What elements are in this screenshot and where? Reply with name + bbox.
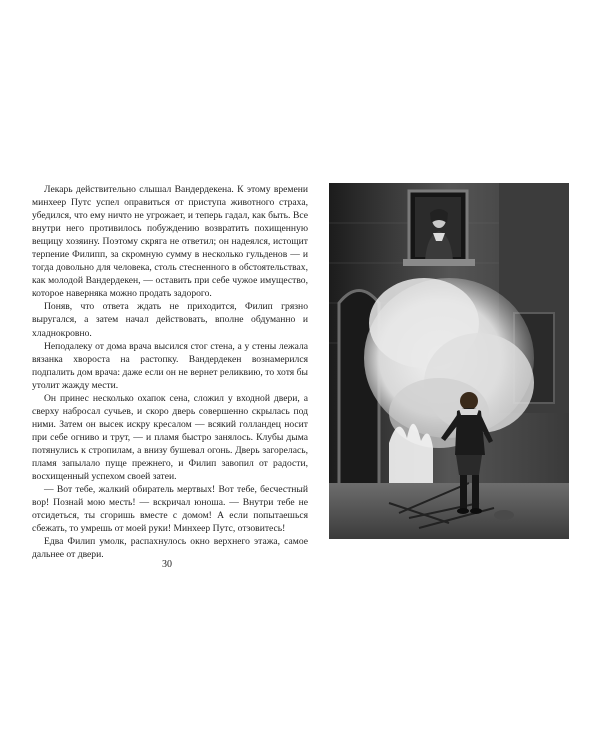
paragraph: Неподалеку от дома врача высился стог стена, а у стены лежала вязанка хвороста на растопку. Вандердекен вознамерился подпалить дом врача: даже если он не вернет реликвию, то хотя бы утолит жажду мести. [32, 340, 308, 391]
paragraph: — Вот тебе, жалкий обиратель мертвых! Вот тебе, бесчестный вор! Познай мою месть! — вскричал юноша. — Внутри тебе не отсидеться, ты сгоришь вместе с домом! А если попытаешься сбежать, то умрешь от моей руки! Минхеер Путс, отзовитесь! [32, 484, 308, 535]
paragraph: Он принес несколько охапок сена, сложил у входной двери, а сверху набросал сучьев, и скоро дверь совершенно скрылась под ними. Затем он высек искру кресалом — всякий голландец носит при себе огниво и трут, — и пламя быстро занялось. Клубы дыма потянулись к стропилам, а внизу бушевал огонь. Дверь загорелась, пламя запылало пуще прежнего, и Филип завопил от радости, восхищенный успехом своей затеи. [32, 392, 308, 483]
illustration-drawing [329, 183, 569, 539]
body-text [32, 183, 308, 561]
illustration [329, 183, 569, 539]
window-ledge [403, 259, 475, 266]
hat-on-ground [494, 510, 514, 520]
paragraph: Лекарь действительно слышал Вандердекена. К этому времени минхеер Путс успел оправиться от приступа животного страха, убедился, что ему ничто не угрожает, и теперь гадал, как быть. Все внутри него противилось побуждению возвратить похищенную вещицу хозяину. Поэтому скряга не ответил; он надеялся, истощит терпение Филипп, за скромную сумму в несколько гульденов — и тогда довольно для человека, столь стесненного в обстоятельствах, как молодой Вандердекен, — оставить при себе чужое имущество, которое наверняка можно продать задорого. [32, 184, 308, 300]
paragraph: Поняв, что ответа ждать не приходится, Филип грязно выругался, а затем начал действовать, вполне обдуманно и хладнокровно. [32, 301, 308, 339]
page-number: 30 [162, 559, 172, 570]
paragraph: Едва Филип умолк, распахнулось окно верхнего этажа, самое дальнее от двери. [32, 536, 308, 561]
